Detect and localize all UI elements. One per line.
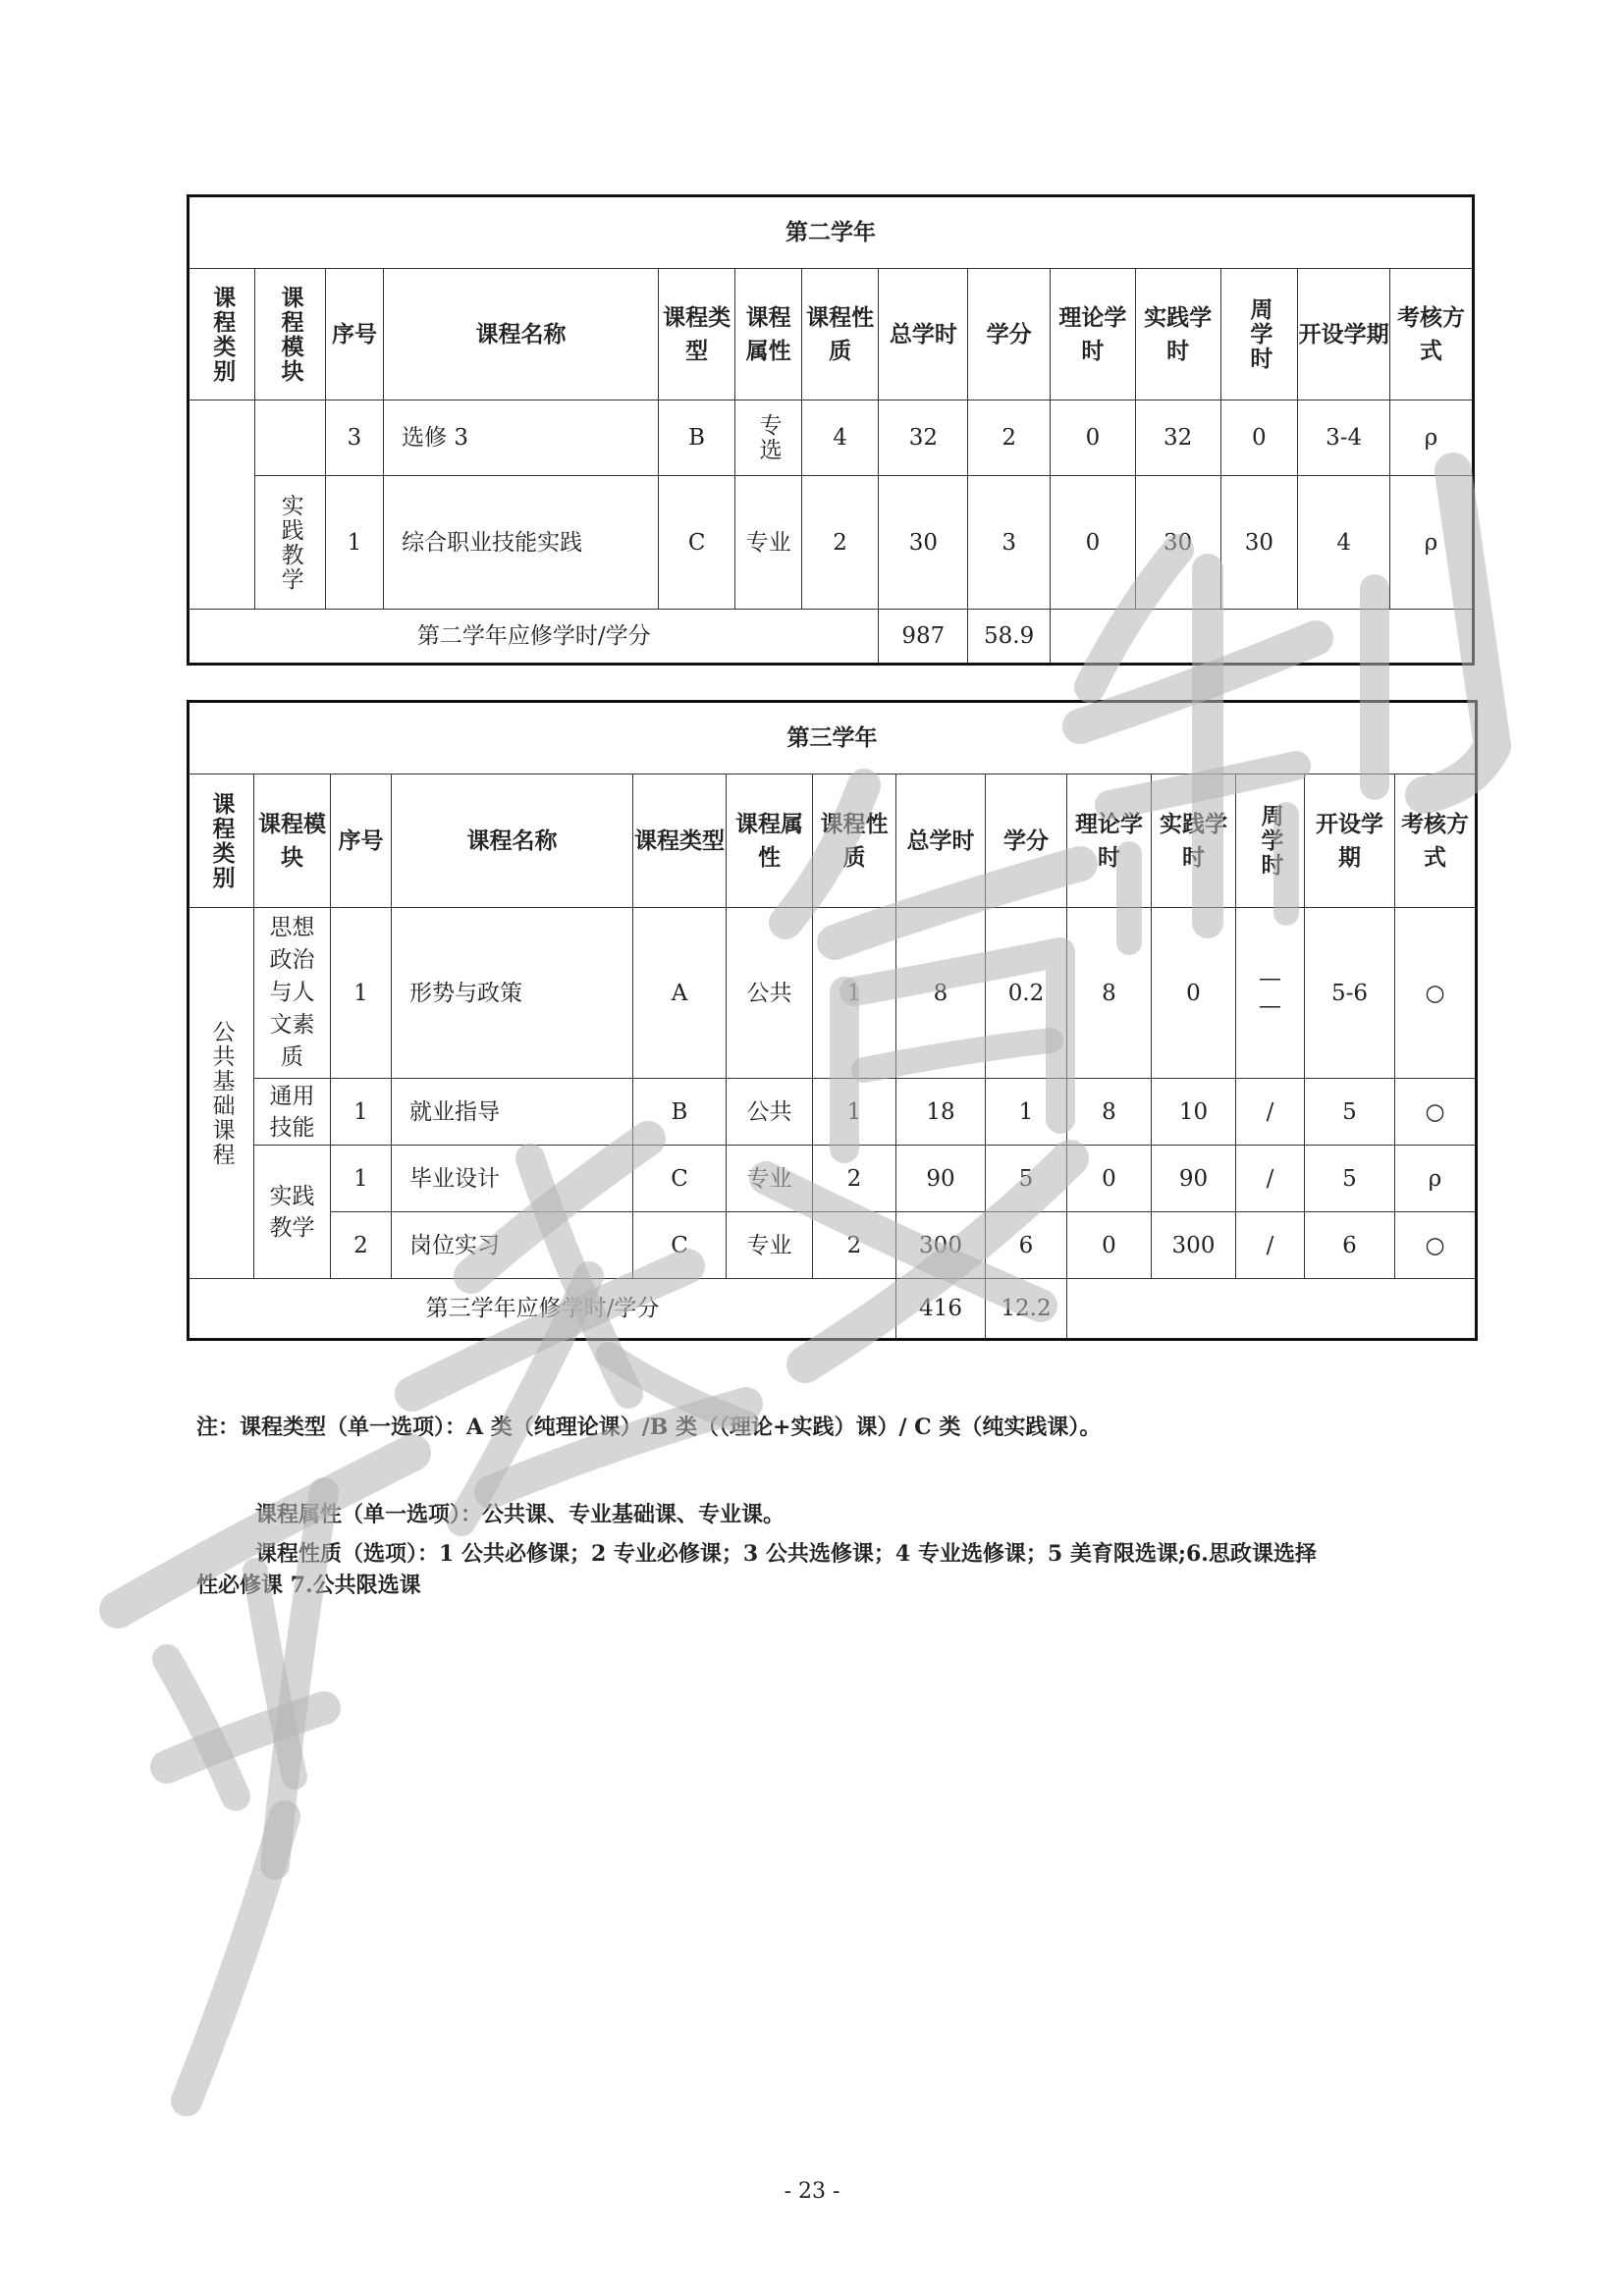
attr-cell: 专业 [727, 1146, 813, 1212]
module-cell: 实践教学 [254, 1146, 331, 1279]
year3-title: 第三学年 [189, 702, 1477, 774]
course-name: 就业指导 [392, 1079, 633, 1146]
table-row [189, 1212, 1477, 1279]
type-cell: C [633, 1212, 727, 1279]
weekly-hours-cell: —— [1236, 908, 1305, 1079]
year3-total-row [189, 1279, 1477, 1340]
semester-cell: 4 [1298, 476, 1390, 610]
category-cell [189, 400, 255, 610]
nature-cell: 2 [813, 1146, 896, 1212]
total-hours-cell: 90 [896, 1146, 986, 1212]
no-cell: 1 [331, 1079, 392, 1146]
header-credit: 学分 [986, 774, 1067, 908]
course-name: 形势与政策 [392, 908, 633, 1079]
attr-cell: 专业 [727, 1212, 813, 1279]
course-name: 岗位实习 [392, 1212, 633, 1279]
nature-cell: 1 [813, 1079, 896, 1146]
type-cell: C [658, 476, 735, 610]
header-semester: 开设学期 [1298, 269, 1390, 400]
attr-cell: 公共 [727, 908, 813, 1079]
total-hours-cell: 18 [896, 1079, 986, 1146]
table-row [189, 908, 1477, 1079]
header-weekly-hours: 周学时 [1236, 774, 1305, 908]
header-nature: 课程性质 [801, 269, 879, 400]
note-course-attr: 课程属性（单一选项）：公共课、专业基础课、专业课。 [255, 1502, 785, 1527]
weekly-hours-cell: 30 [1220, 476, 1298, 610]
table-row [189, 476, 1474, 610]
category-cell: 公共基础课程 [189, 908, 254, 1279]
note-course-type: 注：课程类型（单一选项）：A 类（纯理论课）/B 类（（理论+实践）课）/ C 类（纯实践课）。 [196, 1415, 1102, 1440]
header-theory-hours: 理论学时 [1051, 269, 1136, 400]
total-credit: 58.9 [968, 610, 1051, 665]
practice-hours-cell: 10 [1152, 1079, 1236, 1146]
total-label: 第三学年应修学时/学分 [189, 1279, 896, 1340]
no-cell: 1 [325, 476, 383, 610]
practice-hours-cell: 0 [1152, 908, 1236, 1079]
header-attr: 课程属性 [727, 774, 813, 908]
practice-hours-cell: 32 [1135, 400, 1220, 476]
header-module: 课程模块 [255, 269, 325, 400]
credit-cell: 5 [986, 1146, 1067, 1212]
total-hours-cell: 300 [896, 1212, 986, 1279]
header-semester: 开设学期 [1305, 774, 1395, 908]
assessment-cell: ρ [1390, 400, 1474, 476]
table-row [189, 400, 1474, 476]
module-cell [255, 400, 325, 476]
header-weekly-hours: 周学时 [1220, 269, 1298, 400]
header-no: 序号 [331, 774, 392, 908]
credit-cell: 2 [968, 400, 1051, 476]
course-name: 综合职业技能实践 [384, 476, 659, 610]
header-theory-hours: 理论学时 [1067, 774, 1152, 908]
table-row [189, 1079, 1477, 1146]
attr-cell: 专选 [735, 400, 801, 476]
total-label: 第二学年应修学时/学分 [189, 610, 879, 665]
type-cell: A [633, 908, 727, 1079]
total-empty [1067, 1279, 1477, 1340]
theory-hours-cell: 8 [1067, 908, 1152, 1079]
credit-cell: 6 [986, 1212, 1067, 1279]
assessment-cell: ○ [1395, 1079, 1477, 1146]
header-type: 课程类型 [633, 774, 727, 908]
header-name: 课程名称 [392, 774, 633, 908]
note-course-nature-cont: 性必修课 7.公共限选课 [196, 1573, 421, 1598]
total-hours-cell: 30 [879, 476, 968, 610]
year2-total-row [189, 610, 1474, 665]
total-credit: 12.2 [986, 1279, 1067, 1340]
no-cell: 1 [331, 1146, 392, 1212]
table-row [189, 1146, 1477, 1212]
attr-cell: 公共 [727, 1079, 813, 1146]
header-type: 课程类型 [658, 269, 735, 400]
type-cell: B [633, 1079, 727, 1146]
year2-table [187, 194, 1475, 666]
practice-hours-cell: 90 [1152, 1146, 1236, 1212]
assessment-cell: ρ [1390, 476, 1474, 610]
no-cell: 2 [331, 1212, 392, 1279]
header-total-hours: 总学时 [879, 269, 968, 400]
page-number: - 23 - [784, 2179, 840, 2204]
nature-cell: 2 [813, 1212, 896, 1279]
semester-cell: 3-4 [1298, 400, 1390, 476]
practice-hours-cell: 30 [1135, 476, 1220, 610]
semester-cell: 5 [1305, 1079, 1395, 1146]
total-hours: 416 [896, 1279, 986, 1340]
header-category: 课程类别 [189, 269, 255, 400]
header-category: 课程类别 [189, 774, 254, 908]
theory-hours-cell: 0 [1067, 1212, 1152, 1279]
module-cell: 思想政治与人文素质 [254, 908, 331, 1079]
nature-cell: 2 [801, 476, 879, 610]
year3-table [187, 700, 1478, 1341]
attr-cell: 专业 [735, 476, 801, 610]
credit-cell: 0.2 [986, 908, 1067, 1079]
header-assessment: 考核方式 [1395, 774, 1477, 908]
no-cell: 1 [331, 908, 392, 1079]
header-total-hours: 总学时 [896, 774, 986, 908]
header-practice-hours: 实践学时 [1152, 774, 1236, 908]
weekly-hours-cell: / [1236, 1212, 1305, 1279]
year2-title: 第二学年 [189, 196, 1474, 269]
header-no: 序号 [325, 269, 383, 400]
assessment-cell: ○ [1395, 1212, 1477, 1279]
weekly-hours-cell: / [1236, 1146, 1305, 1212]
total-hours-cell: 32 [879, 400, 968, 476]
type-cell: C [633, 1146, 727, 1212]
total-hours: 987 [879, 610, 968, 665]
header-module: 课程模块 [254, 774, 331, 908]
semester-cell: 5 [1305, 1146, 1395, 1212]
year2-header-row [189, 269, 1474, 400]
header-name: 课程名称 [384, 269, 659, 400]
type-cell: B [658, 400, 735, 476]
weekly-hours-cell: / [1236, 1079, 1305, 1146]
year3-header-row [189, 774, 1477, 908]
header-assessment: 考核方式 [1390, 269, 1474, 400]
assessment-cell: ○ [1395, 908, 1477, 1079]
nature-cell: 4 [801, 400, 879, 476]
credit-cell: 1 [986, 1079, 1067, 1146]
semester-cell: 6 [1305, 1212, 1395, 1279]
module-cell: 实践教学 [255, 476, 325, 610]
no-cell: 3 [325, 400, 383, 476]
credit-cell: 3 [968, 476, 1051, 610]
practice-hours-cell: 300 [1152, 1212, 1236, 1279]
course-name: 选修 3 [384, 400, 659, 476]
header-credit: 学分 [968, 269, 1051, 400]
theory-hours-cell: 8 [1067, 1079, 1152, 1146]
note-course-nature: 课程性质（选项）：1 公共必修课；2 专业必修课；3 公共选修课；4 专业选修课；5 美育限选课;6.思政课选择 [255, 1541, 1317, 1567]
module-cell: 通用技能 [254, 1079, 331, 1146]
semester-cell: 5-6 [1305, 908, 1395, 1079]
course-name: 毕业设计 [392, 1146, 633, 1212]
theory-hours-cell: 0 [1067, 1146, 1152, 1212]
weekly-hours-cell: 0 [1220, 400, 1298, 476]
theory-hours-cell: 0 [1051, 400, 1136, 476]
total-hours-cell: 8 [896, 908, 986, 1079]
header-attr: 课程属性 [735, 269, 801, 400]
nature-cell: 1 [813, 908, 896, 1079]
assessment-cell: ρ [1395, 1146, 1477, 1212]
header-nature: 课程性质 [813, 774, 896, 908]
theory-hours-cell: 0 [1051, 476, 1136, 610]
total-empty [1051, 610, 1474, 665]
header-practice-hours: 实践学时 [1135, 269, 1220, 400]
